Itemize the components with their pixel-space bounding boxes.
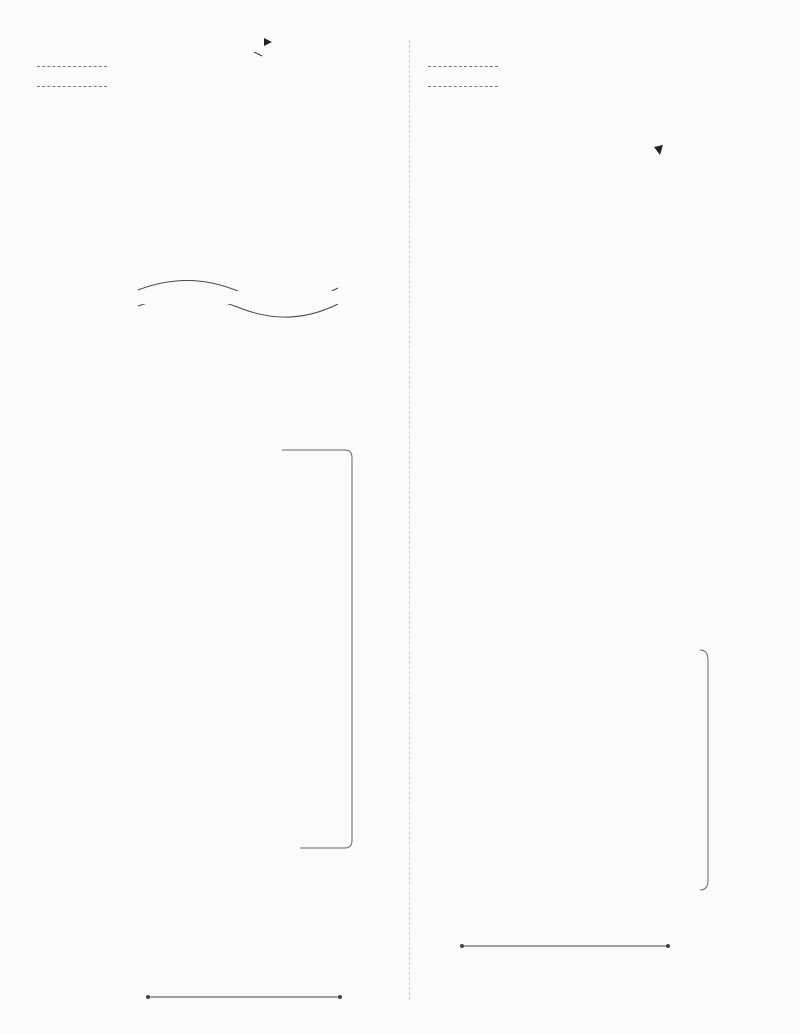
end-marker-icon <box>264 38 272 46</box>
pattern-26-chart <box>410 0 800 1034</box>
repeat-bracket-right <box>700 650 708 890</box>
start-marker-icon <box>654 145 663 155</box>
arrow-icon <box>254 52 262 56</box>
repeat-bracket <box>282 450 352 848</box>
